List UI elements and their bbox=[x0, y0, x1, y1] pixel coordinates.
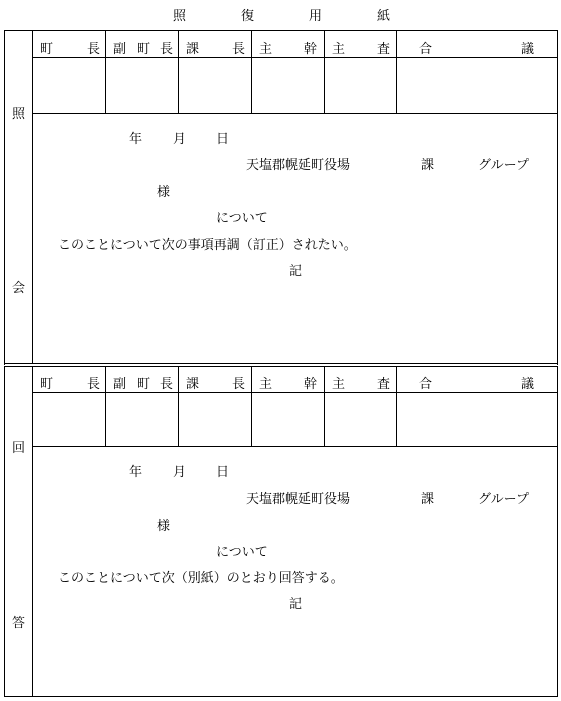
header-mayor-2: 長 bbox=[87, 377, 101, 392]
header-shukan-1: 主 bbox=[259, 377, 273, 392]
stamp-row-divider bbox=[32, 113, 557, 114]
header-row-divider bbox=[32, 57, 557, 58]
border-right bbox=[557, 366, 558, 697]
header-shusa-1: 主 bbox=[332, 377, 346, 392]
honorific-sama: 様 bbox=[157, 519, 171, 534]
header-gougi-2: 議 bbox=[521, 377, 535, 392]
border-right bbox=[557, 30, 558, 365]
body-text: このことについて次の事項再調（訂正）されたい。 bbox=[58, 238, 357, 253]
side-label-char: 答 bbox=[12, 616, 26, 631]
column-divider bbox=[396, 366, 397, 447]
border-top bbox=[4, 366, 558, 367]
subject-line: について bbox=[216, 211, 268, 226]
side-column-divider bbox=[32, 366, 33, 697]
title-char: 照 bbox=[173, 9, 187, 24]
date-month: 月 bbox=[173, 465, 187, 480]
header-shukan-1: 主 bbox=[259, 42, 273, 57]
column-divider bbox=[396, 30, 397, 114]
header-section-chief-2: 長 bbox=[232, 377, 246, 392]
header-mayor-1: 町 bbox=[40, 377, 54, 392]
column-divider bbox=[251, 30, 252, 114]
date-year: 年 bbox=[129, 465, 143, 480]
column-divider bbox=[251, 366, 252, 447]
header-gougi-2: 議 bbox=[521, 42, 535, 57]
header-section-chief-2: 長 bbox=[232, 42, 246, 57]
side-label-char: 会 bbox=[12, 281, 26, 296]
column-divider bbox=[178, 30, 179, 114]
column-divider bbox=[178, 366, 179, 447]
ki-label: 記 bbox=[289, 264, 303, 279]
side-column-divider bbox=[32, 30, 33, 363]
header-deputy-1: 副 bbox=[113, 377, 127, 392]
header-shusa-2: 査 bbox=[377, 377, 391, 392]
date-day: 日 bbox=[216, 465, 230, 480]
date-day: 日 bbox=[216, 132, 230, 147]
department-label: 課 bbox=[421, 158, 435, 173]
column-divider bbox=[105, 30, 106, 114]
date-month: 月 bbox=[173, 132, 187, 147]
title-char: 用 bbox=[309, 9, 323, 24]
section-bottom bbox=[4, 363, 558, 364]
group-label: グループ bbox=[478, 492, 529, 507]
header-deputy-2: 町 bbox=[137, 377, 151, 392]
body-text: このことについて次（別紙）のとおり回答する。 bbox=[58, 571, 344, 586]
header-shukan-2: 幹 bbox=[304, 377, 318, 392]
header-section-chief-1: 課 bbox=[186, 377, 200, 392]
subject-line: について bbox=[216, 545, 268, 560]
header-gougi-1: 合 bbox=[419, 377, 433, 392]
department-label: 課 bbox=[421, 492, 435, 507]
border-top bbox=[4, 30, 558, 31]
title-char: 紙 bbox=[377, 9, 391, 24]
header-shusa-2: 査 bbox=[377, 42, 391, 57]
header-shukan-2: 幹 bbox=[304, 42, 318, 57]
date-year: 年 bbox=[129, 132, 143, 147]
honorific-sama: 様 bbox=[157, 185, 171, 200]
header-mayor-1: 町 bbox=[40, 42, 54, 57]
header-deputy-1: 副 bbox=[113, 42, 127, 57]
header-mayor-2: 長 bbox=[87, 42, 101, 57]
office-name: 天塩郡幌延町役場 bbox=[246, 492, 351, 507]
side-label-char: 回 bbox=[12, 441, 26, 456]
header-shusa-1: 主 bbox=[332, 42, 346, 57]
border-bottom bbox=[4, 696, 558, 697]
group-label: グループ bbox=[478, 158, 529, 173]
border-left bbox=[4, 30, 5, 365]
header-deputy-3: 長 bbox=[160, 377, 174, 392]
header-deputy-3: 長 bbox=[160, 42, 174, 57]
header-deputy-2: 町 bbox=[137, 42, 151, 57]
office-name: 天塩郡幌延町役場 bbox=[246, 158, 351, 173]
side-label-char: 照 bbox=[12, 107, 26, 122]
header-row-divider bbox=[32, 392, 557, 393]
header-gougi-1: 合 bbox=[419, 42, 433, 57]
title-char: 復 bbox=[241, 9, 255, 24]
stamp-row-divider bbox=[32, 446, 557, 447]
border-left bbox=[4, 366, 5, 697]
column-divider bbox=[105, 366, 106, 447]
column-divider bbox=[324, 366, 325, 447]
header-section-chief-1: 課 bbox=[186, 42, 200, 57]
ki-label: 記 bbox=[289, 597, 303, 612]
column-divider bbox=[324, 30, 325, 114]
